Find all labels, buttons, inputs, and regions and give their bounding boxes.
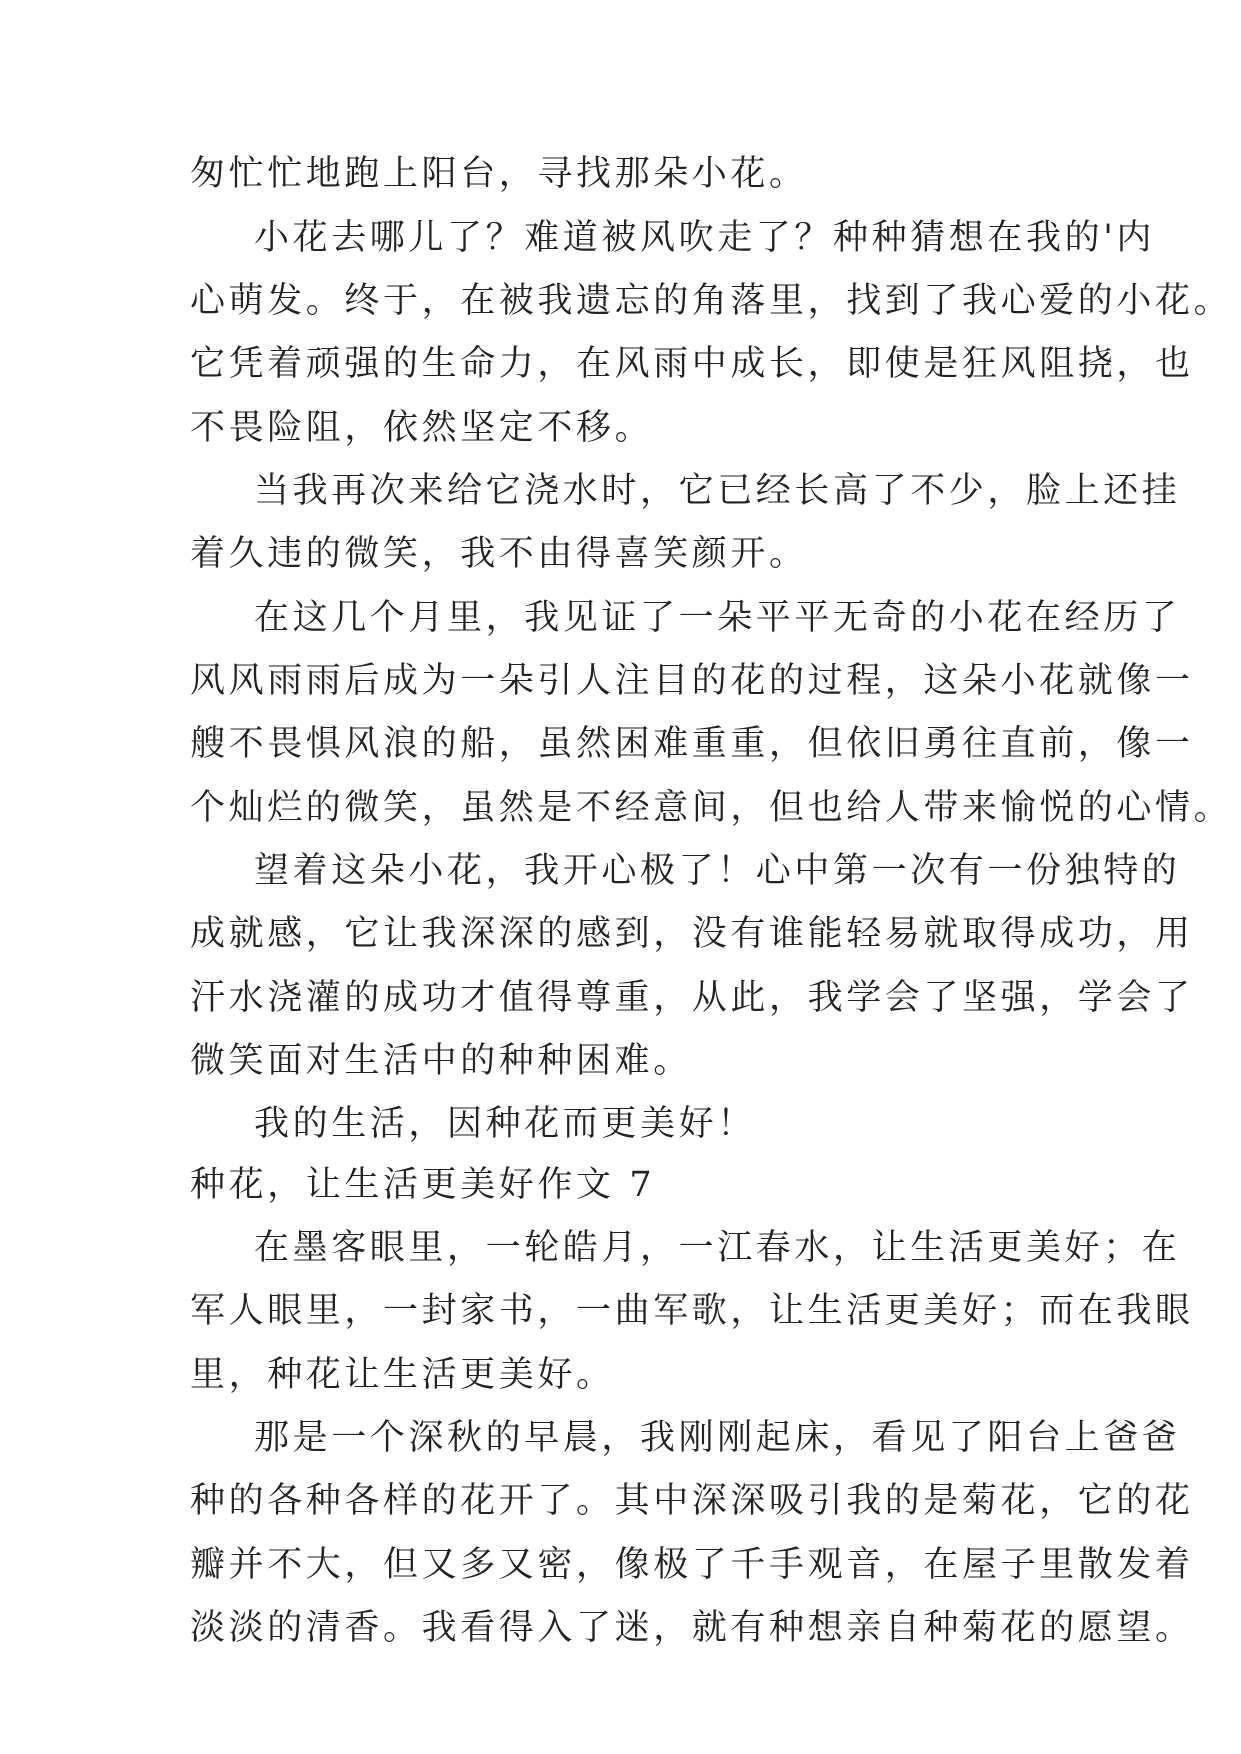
text-line: 着久违的微笑，我不由得喜笑颜开。	[190, 534, 808, 574]
text-line: 个灿烂的微笑，虽然是不经意间，但也给人带来愉悦的心情。	[190, 788, 1233, 828]
text-line: 微笑面对生活中的种种困难。	[190, 1041, 692, 1081]
paragraph-start-line: 在墨客眼里，一轮皓月，一江春水，让生活更美好；在	[254, 1228, 1181, 1268]
section-heading: 种花，让生活更美好作文 7	[190, 1165, 656, 1205]
paragraph-start-line: 当我再次来给它浇水时，它已经长高了不少，脸上还挂	[254, 471, 1181, 511]
paragraph-start-line: 在这几个月里，我见证了一朵平平无奇的小花在经历了	[254, 598, 1181, 638]
text-line: 匆忙忙地跑上阳台，寻找那朵小花。	[190, 154, 808, 194]
text-line: 艘不畏惧风浪的船，虽然困难重重，但依旧勇往直前，像一	[190, 724, 1194, 764]
text-line: 风风雨雨后成为一朵引人注目的花的过程，这朵小花就像一	[190, 661, 1194, 701]
text-line: 军人眼里，一封家书，一曲军歌，让生活更美好；而在我眼	[190, 1291, 1194, 1331]
text-line: 汗水浇灌的成功才值得尊重，从此，我学会了坚强，学会了	[190, 978, 1194, 1018]
paragraph-start-line: 那是一个深秋的早晨，我刚刚起床，看见了阳台上爸爸	[254, 1418, 1181, 1458]
text-line: 不畏险阻，依然坚定不移。	[190, 408, 654, 448]
text-line: 淡淡的清香。我看得入了迷，就有种想亲自种菊花的愿望。	[190, 1608, 1194, 1648]
text-line: 种的各种各样的花开了。其中深深吸引我的是菊花，它的花	[190, 1481, 1194, 1521]
paragraph-start-line: 我的生活，因种花而更美好！	[254, 1104, 756, 1144]
text-line: 它凭着顽强的生命力，在风雨中成长，即使是狂风阻挠，也	[190, 344, 1194, 384]
paragraph-start-line: 望着这朵小花，我开心极了！心中第一次有一份独特的	[254, 851, 1181, 891]
text-line: 成就感，它让我深深的感到，没有谁能轻易就取得成功，用	[190, 914, 1194, 954]
text-line: 瓣并不大，但又多又密，像极了千手观音，在屋子里散发着	[190, 1545, 1194, 1585]
text-line: 里，种花让生活更美好。	[190, 1355, 615, 1395]
paragraph-start-line: 小花去哪儿了？难道被风吹走了？种种猜想在我的'内	[254, 218, 1156, 258]
text-line: 心萌发。终于，在被我遗忘的角落里，找到了我心爱的小花。	[190, 281, 1233, 321]
